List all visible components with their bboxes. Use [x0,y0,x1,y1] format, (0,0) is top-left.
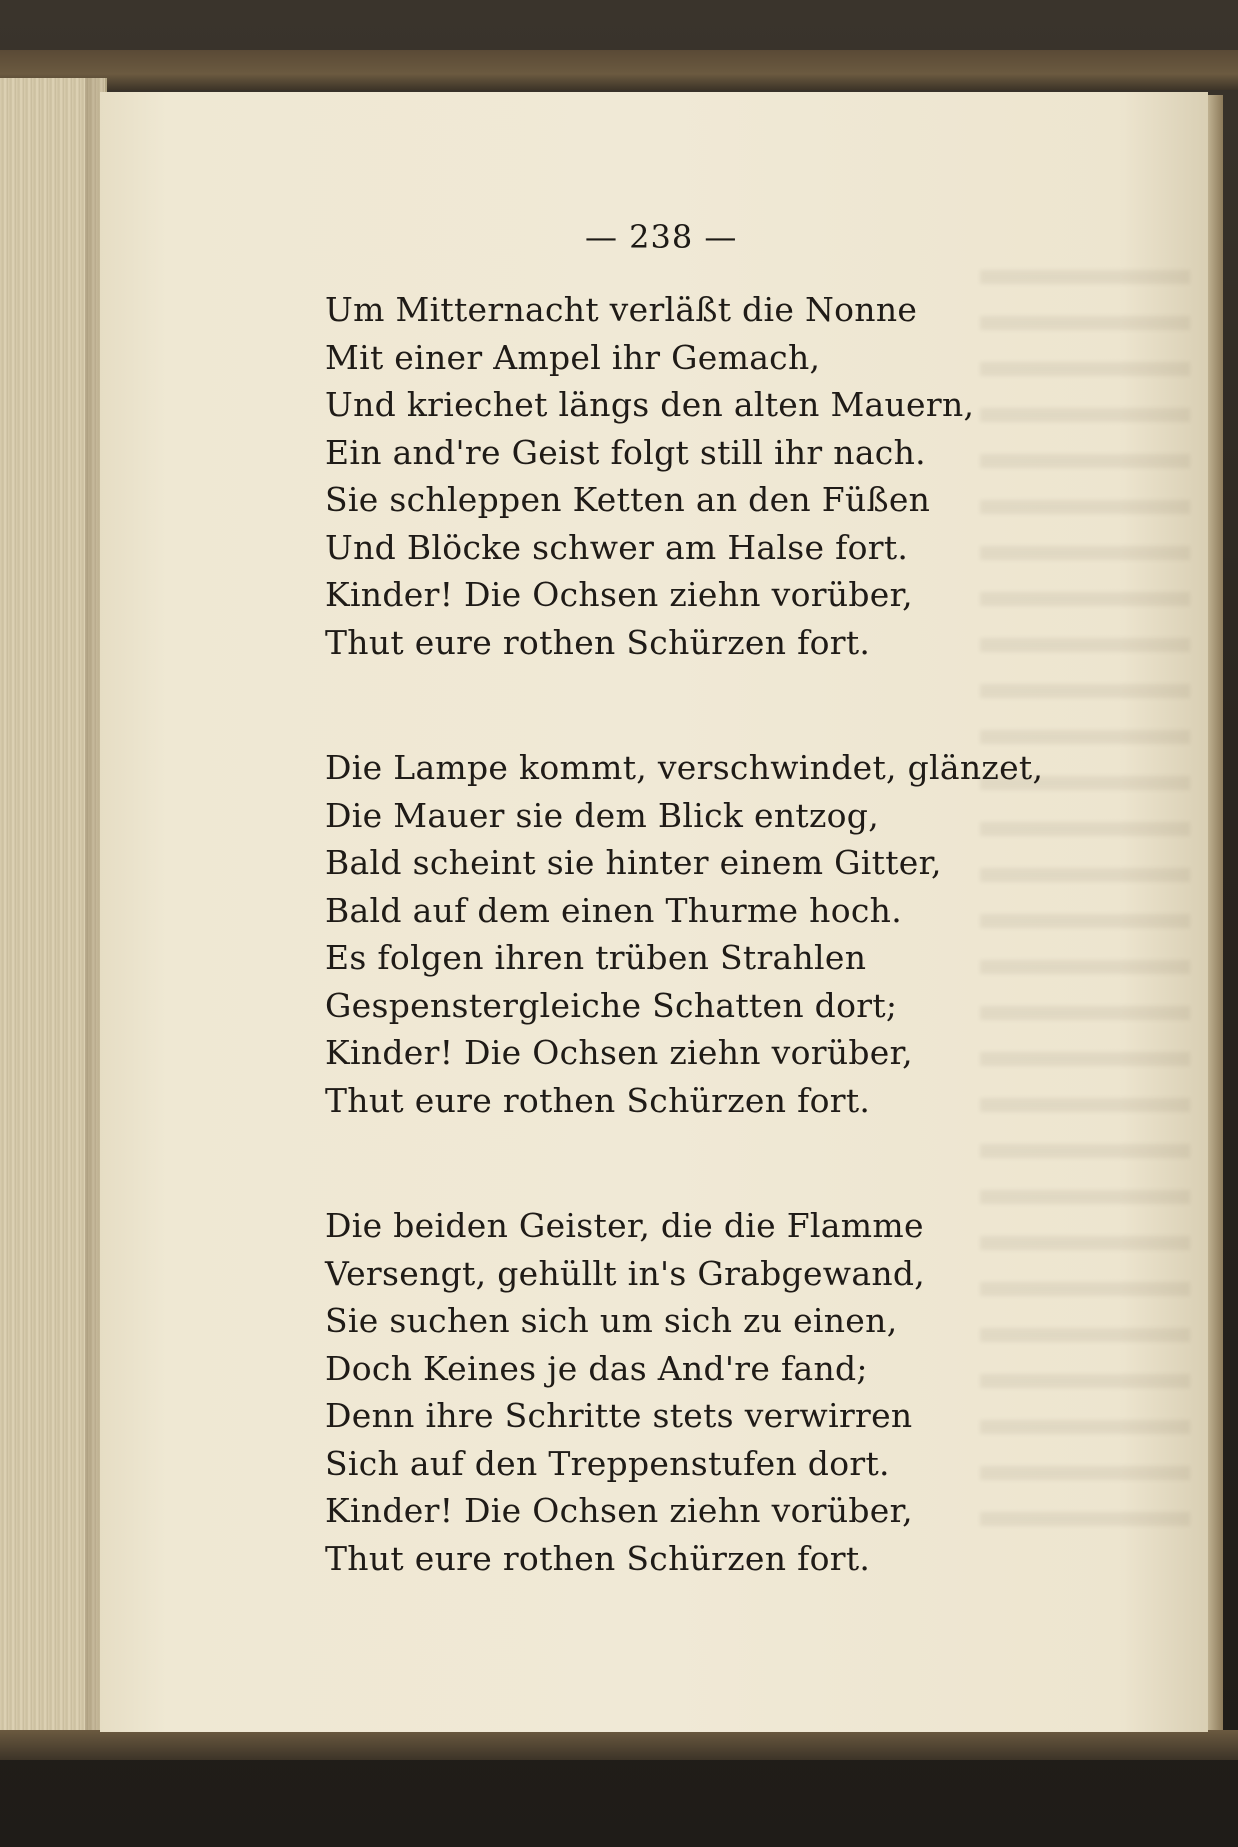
poem-line: Denn ihre Schritte stets verwirren [325,1396,913,1435]
poem-line: Thut eure rothen Schürzen fort. [325,1080,871,1120]
poem-line: Doch Keines je das And're fand; [325,1348,868,1388]
poem-line: Bald auf dem einen Thurme hoch. [325,890,903,930]
poem [325,286,1125,1582]
poem-line: Die Lampe kommt, verschwindet, glänzet, [325,748,1044,787]
stanza-2 [325,744,1125,1124]
stanza-1 [325,286,1125,666]
poem-line: Ein and're Geist folgt still ihr nach. [325,432,926,472]
poem-line: Sich auf den Treppenstufen dort. [325,1443,890,1483]
poem-line: Thut eure rothen Schürzen fort. [325,1538,871,1578]
poem-line: Und Blöcke schwer am Halse fort. [325,527,909,567]
poem-line: Kinder! Die Ochsen ziehn vorüber, [325,1033,913,1072]
poem-line: Es folgen ihren trüben Strahlen [325,938,867,977]
page-number: — 238 — [585,218,738,256]
poem-line: Die beiden Geister, die die Flamme [325,1206,924,1245]
cover-bottom-edge [0,1730,1238,1760]
poem-line: Sie suchen sich um sich zu einen, [325,1301,898,1340]
cover-top-edge [0,50,1238,90]
poem-line: Gespenstergleiche Schatten dort; [325,985,898,1025]
poem-line: Um Mitternacht verläßt die Nonne [325,290,918,329]
poem-line: Und kriechet längs den alten Mauern, [325,385,975,424]
poem-line: Mit einer Ampel ihr Gemach, [325,337,821,377]
poem-line: Versengt, gehüllt in's Grabgewand, [325,1253,926,1293]
poem-line: Bald scheint sie hinter einem Gitter, [325,843,942,882]
poem-line: Kinder! Die Ochsen ziehn vorüber, [325,575,913,614]
poem-line: Die Mauer sie dem Blick entzog, [325,795,880,835]
stanza-3 [325,1202,1125,1582]
poem-line: Kinder! Die Ochsen ziehn vorüber, [325,1491,913,1530]
poem-line: Sie schleppen Ketten an den Füßen [325,480,931,519]
poem-line: Thut eure rothen Schürzen fort. [325,622,871,662]
